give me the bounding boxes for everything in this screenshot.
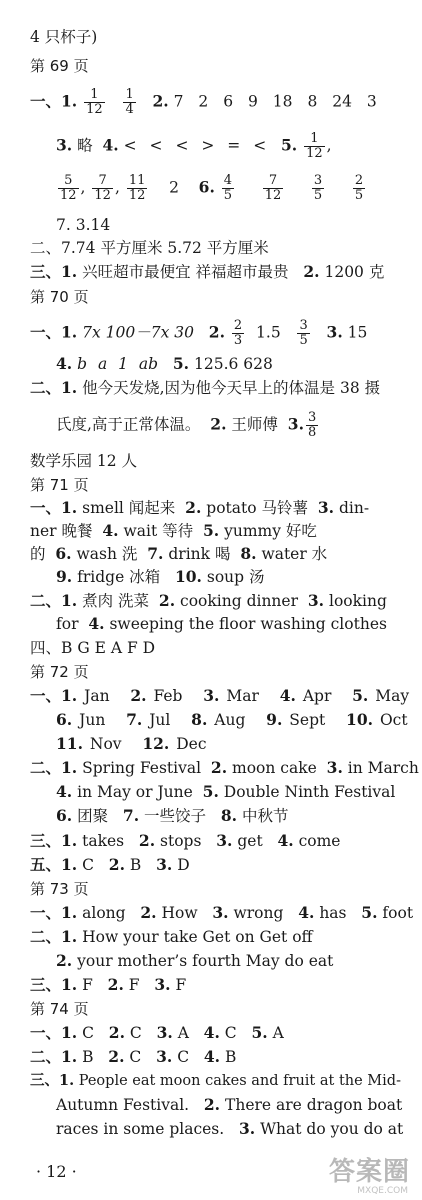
answer-text: smell 闻起来 — [82, 499, 176, 517]
item-number: 3. — [156, 855, 173, 874]
answer-text: looking — [328, 592, 387, 610]
answer-text: C — [82, 856, 94, 874]
item-number: 一、1. — [30, 1023, 78, 1042]
item-number: 二、1. — [30, 1047, 78, 1066]
item-number: 3. — [287, 414, 304, 434]
item-number: 3. — [154, 975, 171, 994]
answer-line — [30, 1022, 284, 1044]
page-heading — [30, 286, 89, 308]
item-number: 8. — [240, 544, 257, 563]
answer-text: What do you do at — [260, 1120, 404, 1138]
answer-text: B — [82, 1048, 94, 1066]
answer-text: din- — [338, 499, 370, 517]
answer-text: fridge 冰箱 — [77, 568, 161, 586]
answer-text: 7x 100－7x 30 — [82, 323, 194, 342]
answer-line — [30, 88, 377, 117]
answer-line — [30, 590, 387, 612]
page-heading — [30, 661, 89, 683]
answer-text: 略 — [77, 136, 93, 155]
fraction: $\frac{3}{5}$ — [313, 173, 323, 203]
item-number: 2. — [107, 975, 124, 994]
item-number: 3. — [156, 1023, 173, 1042]
answer-text: F — [82, 976, 93, 994]
watermark-logo: 答案圈 — [328, 1157, 410, 1187]
answer-text: Sept — [289, 711, 326, 729]
fraction: $\frac{1}{12}$ — [86, 87, 103, 117]
answer-text: 二、7.74 平方厘米 5.72 平方厘米 — [30, 239, 269, 257]
answer-text: There are dragon boat — [225, 1096, 403, 1114]
answer-text: potato 马铃薯 — [206, 499, 308, 517]
answer-text: water 水 — [261, 545, 328, 563]
item-number: 2. — [208, 322, 225, 342]
answer-text: C — [129, 1048, 142, 1066]
item-number: 8. — [220, 806, 238, 825]
answer-text: C — [82, 1024, 94, 1042]
item-number: 三、1. — [30, 1072, 75, 1089]
fraction: $\frac{1}{12}$ — [306, 131, 323, 161]
fraction: $\frac{7}{12}$ — [94, 173, 111, 203]
item-number: 3. — [326, 758, 343, 777]
answer-text: How your take Get on Get off — [82, 928, 313, 946]
answer-text: B — [224, 1048, 237, 1066]
answer-line — [30, 902, 413, 924]
answer-line — [56, 214, 110, 236]
answer-line — [30, 261, 384, 283]
answer-text: B — [129, 856, 142, 874]
item-number: 9. — [56, 567, 73, 586]
answer-text: 氏度,高于正常体温。 — [56, 415, 201, 434]
answer-text: your mother’s fourth May do eat — [77, 952, 334, 970]
answer-line — [30, 497, 369, 519]
answer-line — [30, 926, 313, 948]
page-number: · 12 · — [36, 1162, 77, 1181]
answer-text: D — [177, 856, 190, 874]
answer-line — [30, 637, 155, 659]
answer-text: Jun — [79, 711, 106, 729]
answer-text: come — [298, 832, 341, 850]
answer-text: Nov — [89, 735, 122, 753]
answer-text: F — [175, 976, 187, 994]
item-number: 9. — [266, 710, 283, 729]
watermark-url: MXQE.COM — [357, 1186, 408, 1196]
item-number: 一、1. — [30, 91, 78, 111]
answer-text: for — [56, 615, 79, 633]
item-number: 五、1. — [30, 855, 78, 874]
item-number: 4. — [298, 903, 315, 922]
page-heading — [30, 55, 89, 77]
item-number: 2. — [210, 414, 227, 434]
item-number: 5. — [202, 521, 220, 540]
fraction: $\frac{11}{12}$ — [128, 173, 146, 203]
answer-text: 125.6 628 — [194, 355, 273, 373]
answer-line — [56, 1094, 402, 1116]
item-number: 6. — [55, 544, 72, 563]
item-number: 3. — [216, 831, 233, 850]
answer-text: get — [237, 832, 263, 850]
answer-line: $\frac{5}{12}$ , $\frac{7}{12}$ , $\frac{11}{12}$ 2 6. $\frac{4}{5}$ $\frac{7}{12}$ $\frac{3}{5}$ $\frac{2}{5}$ — [60, 173, 364, 203]
item-number: 4. — [279, 686, 296, 705]
answer-text: 一些饺子 — [144, 807, 207, 825]
item-number: 4. — [277, 831, 294, 850]
item-number: 4. — [102, 135, 119, 155]
item-number: 3. — [156, 1047, 173, 1066]
answer-text: has — [319, 904, 347, 922]
item-number: 10. — [346, 710, 373, 729]
item-number: 3. — [238, 1119, 256, 1138]
answer-text: Spring Festival — [82, 759, 202, 777]
item-number: 2. — [210, 758, 228, 777]
answer-line — [56, 353, 273, 375]
page-heading — [30, 474, 89, 496]
answer-text: 煮肉 洗菜 — [82, 592, 150, 610]
item-number: 三、1. — [30, 975, 78, 994]
item-number: 2. — [108, 1047, 125, 1066]
text-line — [30, 26, 97, 48]
item-number: 10. — [174, 567, 202, 586]
item-number: 4. — [102, 521, 119, 540]
answer-line — [30, 974, 186, 996]
item-number: 4. — [56, 354, 73, 373]
answer-text: C — [129, 1024, 142, 1042]
item-number: 3. — [326, 322, 343, 342]
item-number: 12. — [142, 734, 170, 753]
item-number: 7. — [126, 710, 143, 729]
fraction: $\frac{2}{3}$ — [233, 318, 243, 348]
item-number: 3. — [317, 498, 335, 517]
answer-text: in May or June — [77, 783, 193, 801]
fraction: $\frac{4}{5}$ — [223, 173, 233, 203]
answer-text: Dec — [176, 735, 207, 753]
item-number: 6. — [56, 806, 73, 825]
answer-text: A — [177, 1024, 189, 1042]
answer-text: yummy 好吃 — [224, 522, 317, 540]
answer-text: 王师傅 — [231, 415, 278, 434]
answer-text: stops — [160, 832, 202, 850]
fraction: $\frac{3}{5}$ — [299, 318, 308, 348]
answer-text: People eat moon cakes and fruit at the Mid- — [78, 1073, 401, 1089]
answer-text: wait 等待 — [123, 522, 194, 540]
answer-text: Oct — [379, 711, 408, 729]
answer-line — [56, 709, 408, 731]
item-number: 三、1. — [30, 262, 78, 281]
fraction: $\frac{2}{5}$ — [354, 173, 364, 203]
answer-text: Jan — [84, 687, 110, 705]
answer-text: Mar — [226, 687, 259, 705]
answer-text: C — [224, 1024, 237, 1042]
answer-text: 兴旺超市最便宜 祥福超市最贵 — [82, 263, 289, 281]
answer-line — [30, 854, 190, 876]
answer-line — [56, 733, 207, 755]
answer-text: May — [375, 687, 410, 705]
item-number: 11. — [56, 734, 83, 753]
item-number: 5. — [202, 782, 219, 801]
item-number: 2. — [140, 903, 157, 922]
answer-line — [56, 411, 320, 440]
item-number: 4. — [88, 614, 105, 633]
answer-text: foot — [382, 904, 414, 922]
page-heading-text: 第 74 页 — [30, 1000, 89, 1018]
item-number: 7. — [147, 544, 164, 563]
item-number: 2. — [138, 831, 156, 850]
answer-text: C — [177, 1048, 190, 1066]
answer-text: cooking dinner — [180, 592, 298, 610]
answer-text: F — [128, 976, 140, 994]
answer-text: 1200 克 — [324, 263, 385, 281]
answer-line — [56, 1118, 403, 1140]
answer-text: < < < > = < — [123, 136, 267, 155]
answer-text: sweeping the floor washing clothes — [109, 615, 387, 633]
item-number: 二、1. — [30, 758, 78, 777]
answer-text: 1.5 — [256, 323, 281, 342]
item-number: 3. — [307, 591, 325, 610]
item-number: 6. — [56, 710, 73, 729]
answer-text: 的 — [30, 545, 46, 563]
page-heading — [30, 998, 89, 1020]
page-heading — [30, 878, 89, 900]
answer-line — [30, 830, 340, 852]
answer-text: Feb — [153, 687, 183, 705]
item-number: 5. — [352, 686, 369, 705]
answer-line — [30, 1046, 236, 1068]
answer-text: races in some places. — [56, 1120, 225, 1138]
answer-line: 3. 略 4. < < < > = < 5. $\frac{1}{12}$ , — [56, 131, 332, 161]
answer-text: along — [82, 904, 126, 922]
answer-text: soup 汤 — [206, 568, 265, 586]
answer-text: ner 晚餐 — [30, 522, 93, 540]
answer-line — [30, 543, 327, 565]
item-number: 2. — [152, 91, 169, 111]
item-number: 二、1. — [30, 591, 78, 610]
item-number: 5. — [361, 903, 378, 922]
item-number: 2. — [158, 591, 176, 610]
item-number: 6. — [198, 177, 215, 197]
item-number: 5. — [280, 135, 298, 155]
answer-text: 团聚 — [77, 807, 109, 825]
answer-text: Apr — [302, 687, 332, 705]
answer-text: 四、B G E A F D — [30, 639, 156, 657]
answer-text: 他今天发烧,因为他今天早上的体温是 38 摄 — [82, 379, 381, 397]
answer-line — [56, 781, 395, 803]
item-number: 一、1. — [30, 322, 78, 342]
page-heading-text: 第 71 页 — [30, 476, 89, 494]
answer-line — [56, 613, 387, 635]
item-number: 3. — [212, 903, 229, 922]
item-number: 2. — [108, 1023, 125, 1042]
item-number: 2. — [56, 951, 73, 970]
item-number: 5. — [251, 1023, 268, 1042]
answer-line — [30, 520, 317, 542]
page-heading-text: 第 72 页 — [30, 663, 89, 681]
page-heading-text: 第 70 页 — [30, 288, 89, 306]
answer-text: 7 2 6 9 18 8 24 3 — [173, 92, 377, 111]
item-number: 3. — [56, 135, 73, 155]
item-number: 4. — [203, 1047, 221, 1066]
answer-line — [56, 566, 265, 588]
item-number: 2. — [130, 686, 147, 705]
line-text: 数学乐园 12 人 — [30, 452, 138, 470]
item-number: 2. — [185, 498, 202, 517]
answer-text: drink 喝 — [168, 545, 231, 563]
item-number: 一、1. — [30, 903, 78, 922]
answer-line — [30, 377, 380, 399]
answer-text: wrong — [233, 904, 284, 922]
answer-line — [30, 319, 367, 348]
answer-text: takes — [82, 832, 125, 850]
answer-text: wash 洗 — [76, 545, 138, 563]
answer-line — [56, 805, 288, 827]
answer-line — [30, 237, 269, 259]
answer-text: Aug — [214, 711, 246, 729]
answer-text: Autumn Festival. — [56, 1096, 190, 1114]
fraction: $\frac{1}{4}$ — [125, 87, 134, 117]
answer-line — [30, 757, 419, 779]
page-heading-text: 第 69 页 — [30, 57, 89, 75]
item-number: 二、1. — [30, 927, 78, 946]
answer-text: b a 1 ab — [77, 355, 159, 373]
answer-text: moon cake — [232, 759, 317, 777]
item-number: 2. — [303, 262, 320, 281]
item-number: 7. — [122, 806, 140, 825]
answer-text: Double Ninth Festival — [223, 783, 396, 801]
line-text: 4 只杯子) — [30, 28, 98, 46]
item-number: 一、1. — [30, 498, 78, 517]
item-number: 8. — [191, 710, 208, 729]
item-number: 4. — [56, 782, 73, 801]
answer-text: 15 — [347, 323, 368, 342]
item-number: 2. — [108, 855, 125, 874]
answer-text: in March — [347, 759, 419, 777]
fraction: $\frac{5}{12}$ — [60, 173, 77, 203]
fraction: $\frac{7}{12}$ — [264, 173, 282, 203]
answer-line — [30, 685, 409, 707]
answer-text: Jul — [149, 711, 171, 729]
item-number: 2. — [203, 1095, 221, 1114]
answer-text: 7. 3.14 — [56, 216, 111, 234]
answer-text: A — [272, 1024, 284, 1042]
item-number: 3. — [203, 686, 220, 705]
text-line — [30, 450, 137, 472]
answer-text: How — [161, 904, 198, 922]
answer-text: 2 — [169, 178, 179, 197]
answer-text: 中秋节 — [241, 807, 289, 825]
fraction: $\frac{3}{8}$ — [307, 410, 317, 440]
item-number: 二、1. — [30, 378, 78, 397]
item-number: 4. — [203, 1023, 220, 1042]
item-number: 一、1. — [30, 686, 78, 705]
answer-line — [56, 950, 333, 972]
page-heading-text: 第 73 页 — [30, 880, 89, 898]
answer-line — [30, 1070, 401, 1092]
item-number: 三、1. — [30, 831, 78, 850]
item-number: 5. — [172, 354, 190, 373]
